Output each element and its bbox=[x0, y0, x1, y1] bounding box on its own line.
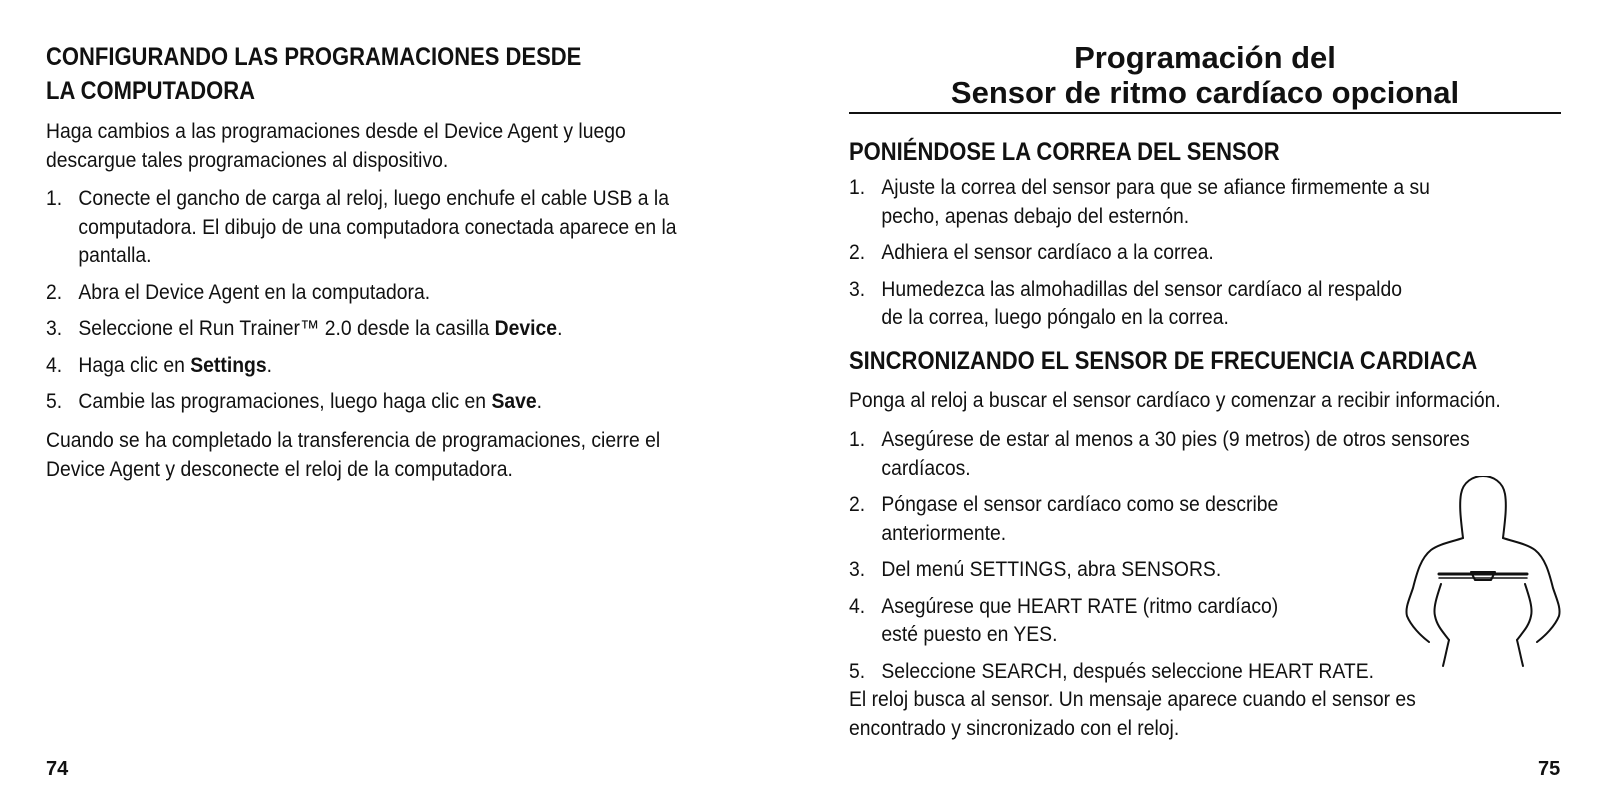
step-text bbox=[78, 314, 676, 343]
torso-with-chest-strap-icon bbox=[1403, 476, 1563, 676]
list-item bbox=[849, 592, 1470, 649]
step-text bbox=[881, 173, 1430, 230]
step-text-pre: Haga clic en bbox=[78, 352, 191, 377]
list-item bbox=[46, 351, 677, 380]
device-label: Device bbox=[494, 316, 558, 340]
section1-steps-list bbox=[849, 173, 1495, 340]
step-line: pecho, apenas debajo del esternón. bbox=[881, 203, 1190, 228]
right-outro bbox=[849, 685, 1479, 742]
left-outro-line1: Cuando se ha completado la transferencia de programaciones, cierre el bbox=[46, 428, 661, 452]
list-item bbox=[849, 490, 1470, 547]
step-line: Asegúrese que HEART RATE (ritmo cardíaco) bbox=[881, 593, 1279, 618]
step-number: 1. bbox=[46, 186, 63, 210]
list-item bbox=[849, 657, 1470, 686]
step-text-pre: Seleccione el Run Trainer™ 2.0 desde la casilla bbox=[78, 316, 495, 340]
step-text: Abra el Device Agent en la computadora. bbox=[78, 279, 431, 304]
left-intro bbox=[46, 117, 690, 174]
step-line: Asegúrese de estar al menos a 30 pies (9 metros) de otros sensores bbox=[881, 427, 1470, 451]
left-intro-line1: Haga cambios a las programaciones desde el Device Agent y luego bbox=[46, 119, 626, 143]
left-heading bbox=[46, 40, 654, 108]
step-line: Póngase el sensor cardíaco como se describe bbox=[881, 492, 1279, 516]
left-intro-line2: descargue tales programaciones al dispositivo. bbox=[46, 147, 449, 172]
step-number: 5. bbox=[46, 389, 63, 413]
list-item bbox=[46, 314, 677, 343]
settings-label: Settings bbox=[190, 352, 267, 377]
page-number-right: 75 bbox=[1538, 758, 1561, 780]
list-item bbox=[46, 184, 677, 270]
save-label: Save bbox=[491, 389, 537, 413]
step-text bbox=[78, 351, 676, 380]
step-number: 4. bbox=[849, 593, 866, 618]
step-text bbox=[881, 490, 1469, 547]
right-page bbox=[849, 0, 1561, 801]
left-heading-line1: CONFIGURANDO LAS PROGRAMACIONES DESDE bbox=[46, 43, 582, 71]
left-heading-line2: LA COMPUTADORA bbox=[46, 77, 255, 105]
title-divider bbox=[849, 112, 1561, 114]
list-item bbox=[46, 278, 677, 307]
step-line: anteriormente. bbox=[881, 520, 1007, 545]
step-number: 3. bbox=[849, 557, 866, 581]
list-item bbox=[849, 555, 1470, 584]
step-text bbox=[881, 592, 1469, 649]
left-outro bbox=[46, 426, 728, 483]
step-text: Del menú SETTINGS, abra SENSORS. bbox=[881, 557, 1222, 581]
left-outro-line2: Device Agent y desconecte el reloj de la computadora. bbox=[46, 456, 513, 481]
step-number: 2. bbox=[849, 492, 866, 516]
step-number: 2. bbox=[46, 279, 63, 304]
step-number: 1. bbox=[849, 427, 866, 451]
right-title-line2: Sensor de ritmo cardíaco opcional bbox=[950, 75, 1460, 110]
step-text-post: . bbox=[557, 316, 563, 340]
step-line: Ajuste la correa del sensor para que se afiance firmemente a su bbox=[881, 175, 1430, 199]
right-title bbox=[849, 40, 1561, 114]
step-number: 4. bbox=[46, 352, 63, 377]
step-number: 1. bbox=[849, 175, 866, 199]
step-text-pre: Cambie las programaciones, luego haga clic en bbox=[78, 389, 492, 413]
step-text bbox=[78, 184, 676, 270]
step-text bbox=[881, 275, 1430, 332]
step-text bbox=[881, 425, 1469, 482]
step-line: esté puesto en YES. bbox=[881, 622, 1058, 646]
list-item bbox=[849, 275, 1430, 332]
left-page bbox=[46, 0, 746, 801]
step-line: de la correa, luego póngalo en la correa. bbox=[881, 305, 1229, 329]
step-line: pantalla. bbox=[78, 243, 152, 267]
step-number: 2. bbox=[849, 240, 866, 264]
step-number: 5. bbox=[849, 658, 866, 683]
page-number-left: 74 bbox=[46, 758, 69, 780]
right-outro-line2: encontrado y sincronizado con el reloj. bbox=[849, 715, 1180, 740]
step-text-post: . bbox=[536, 389, 543, 413]
list-item bbox=[46, 387, 677, 416]
right-outro-line1: El reloj busca al sensor. Un mensaje aparece cuando el sensor es bbox=[849, 687, 1416, 711]
list-item bbox=[849, 173, 1430, 230]
step-number: 3. bbox=[46, 316, 63, 340]
step-number: 3. bbox=[849, 276, 866, 301]
step-text: Adhiera el sensor cardíaco a la correa. bbox=[881, 240, 1214, 264]
step-line: computadora. El dibujo de una computadora conectada aparece en la bbox=[78, 214, 677, 239]
step-text bbox=[78, 387, 676, 416]
section2-intro: Ponga al reloj a buscar el sensor cardíaco y comenzar a recibir información. bbox=[849, 388, 1501, 412]
step-line: Conecte el gancho de carga al reloj, luego enchufe el cable USB a la bbox=[78, 186, 669, 210]
section1-heading: PONIÉNDOSE LA CORREA DEL SENSOR bbox=[849, 138, 1280, 166]
section2-heading: SINCRONIZANDO EL SENSOR DE FRECUENCIA CARDIACA bbox=[849, 347, 1478, 375]
step-text-post: . bbox=[266, 352, 272, 377]
step-line: Humedezca las almohadillas del sensor cardíaco al respaldo bbox=[881, 276, 1402, 301]
list-item bbox=[849, 425, 1470, 482]
list-item bbox=[849, 238, 1430, 267]
left-steps-list bbox=[46, 184, 747, 424]
step-text: Seleccione SEARCH, después seleccione HEART RATE. bbox=[881, 658, 1374, 683]
right-title-line1: Programación del bbox=[1074, 40, 1336, 75]
step-line: cardíacos. bbox=[881, 455, 971, 480]
